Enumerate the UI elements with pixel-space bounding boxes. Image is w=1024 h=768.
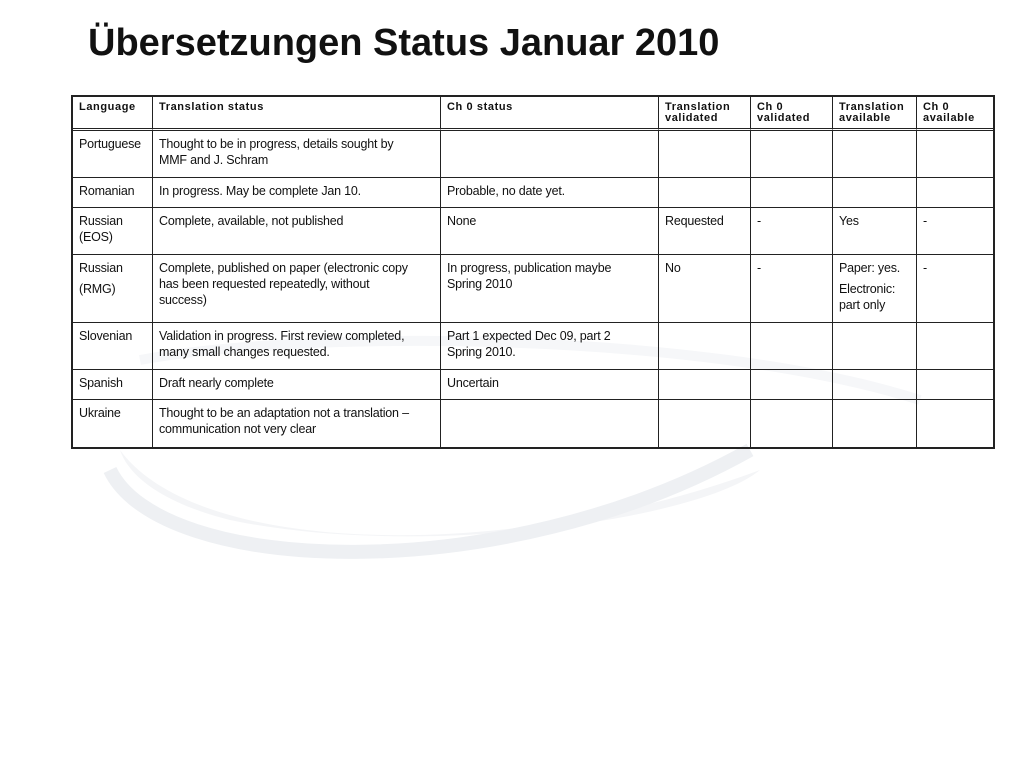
table-row-portuguese <box>73 131 993 178</box>
cell-translation-available <box>833 323 917 370</box>
cell-ch0-status: Part 1 expected Dec 09, part 2 Spring 2010. <box>441 323 659 370</box>
table-row-slovenian <box>73 323 993 370</box>
column-header-ch0-status: Ch 0 status <box>441 97 659 131</box>
cell-language: Portuguese <box>73 131 153 178</box>
column-header-translation-validated: Translation validated <box>659 97 751 131</box>
cell-language: Spanish <box>73 370 153 400</box>
cell-translation-available <box>833 370 917 400</box>
translation-status-table <box>71 95 995 449</box>
cell-language: Russian (RMG) <box>73 255 153 323</box>
cell-translation-status: In progress. May be complete Jan 10. <box>153 178 441 208</box>
cell-ch0-validated <box>751 131 833 178</box>
column-header-ch0-available: Ch 0 available <box>917 97 993 131</box>
cell-translation-status: Thought to be in progress, details sought by MMF and J. Schram <box>153 131 441 178</box>
table-header-row <box>73 97 993 131</box>
cell-translation-status: Complete, published on paper (electronic copy has been requested repeatedly, without success) <box>153 255 441 323</box>
cell-translation-status: Validation in progress. First review completed, many small changes requested. <box>153 323 441 370</box>
cell-translation-status: Thought to be an adaptation not a translation – communication not very clear <box>153 400 441 447</box>
table-row-romanian <box>73 178 993 208</box>
cell-translation-validated <box>659 323 751 370</box>
cell-ch0-validated <box>751 370 833 400</box>
column-header-language: Language <box>73 97 153 131</box>
cell-translation-validated: No <box>659 255 751 323</box>
table-row-ukraine <box>73 400 993 447</box>
cell-translation-validated: Requested <box>659 208 751 255</box>
cell-translation-validated <box>659 370 751 400</box>
cell-ch0-status: Uncertain <box>441 370 659 400</box>
cell-translation-validated <box>659 131 751 178</box>
cell-translation-validated <box>659 178 751 208</box>
cell-ch0-status <box>441 400 659 447</box>
cell-ch0-validated: - <box>751 208 833 255</box>
cell-ch0-status: None <box>441 208 659 255</box>
cell-ch0-available <box>917 323 993 370</box>
cell-translation-available <box>833 178 917 208</box>
cell-ch0-validated <box>751 178 833 208</box>
cell-ch0-available <box>917 131 993 178</box>
cell-language: Russian (EOS) <box>73 208 153 255</box>
cell-translation-available <box>833 131 917 178</box>
cell-translation-validated <box>659 400 751 447</box>
cell-ch0-validated: - <box>751 255 833 323</box>
cell-ch0-available: - <box>917 208 993 255</box>
cell-ch0-status <box>441 131 659 178</box>
slide-title: Übersetzungen Status Januar 2010 <box>88 22 720 64</box>
cell-translation-available: Yes <box>833 208 917 255</box>
cell-ch0-status: Probable, no date yet. <box>441 178 659 208</box>
cell-ch0-available <box>917 400 993 447</box>
table-row-russian-eos <box>73 208 993 255</box>
cell-translation-available: Paper: yes. Electronic: part only <box>833 255 917 323</box>
cell-language: Romanian <box>73 178 153 208</box>
translation-status-table-container <box>71 95 995 449</box>
table-row-russian-rmg <box>73 255 993 323</box>
cell-translation-status: Draft nearly complete <box>153 370 441 400</box>
table-row-spanish <box>73 370 993 400</box>
cell-ch0-available <box>917 370 993 400</box>
cell-ch0-available <box>917 178 993 208</box>
cell-translation-status: Complete, available, not published <box>153 208 441 255</box>
column-header-translation-status: Translation status <box>153 97 441 131</box>
column-header-translation-available: Translation available <box>833 97 917 131</box>
cell-language: Slovenian <box>73 323 153 370</box>
cell-ch0-available: - <box>917 255 993 323</box>
cell-translation-available <box>833 400 917 447</box>
column-header-ch0-validated: Ch 0 validated <box>751 97 833 131</box>
cell-ch0-status: In progress, publication maybe Spring 2010 <box>441 255 659 323</box>
cell-language: Ukraine <box>73 400 153 447</box>
cell-ch0-validated <box>751 323 833 370</box>
cell-ch0-validated <box>751 400 833 447</box>
